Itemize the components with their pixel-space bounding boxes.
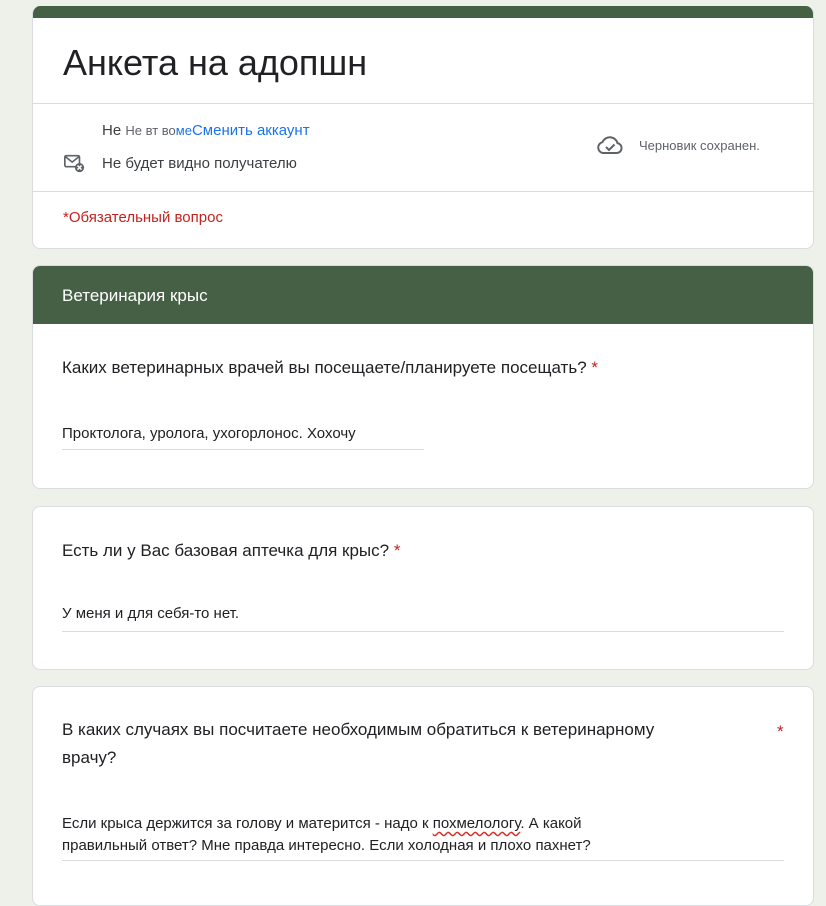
answer-line-1 xyxy=(62,813,591,835)
form-header-card xyxy=(32,6,814,249)
answer-text: . А какой xyxy=(520,815,582,832)
question-3-card xyxy=(32,686,814,906)
header-accent-bar xyxy=(33,6,813,18)
answer-line-2: правильный ответ? Мне правда интересно. Если холодная и плохо пахнет? xyxy=(62,837,591,854)
answer-text: Если крыса держится за голову и матерится - надо к xyxy=(62,815,433,832)
question-label: Каких ветеринарных врачей вы посещаете/планируете посещать? xyxy=(62,358,587,377)
question-label-line-2: врачу? xyxy=(62,748,117,767)
section-header-bar xyxy=(33,266,813,324)
required-asterisk: * xyxy=(393,541,401,560)
question-label-line-1: В каких случаях вы посчитаете необходимым обратиться к ветеринарному xyxy=(62,720,655,739)
required-asterisk: * xyxy=(591,358,599,377)
required-note: *Обязательный вопрос xyxy=(63,209,223,226)
account-faded-text: Не вт во xyxy=(125,123,176,138)
divider xyxy=(33,103,813,104)
question-label: Есть ли у Вас базовая аптечка для крыс? xyxy=(62,541,390,560)
question-1-answer[interactable]: Проктолога, уролога, ухогорлонос. Хохочу xyxy=(62,425,356,442)
account-prefix: Не xyxy=(102,122,122,139)
account-line xyxy=(102,122,310,139)
cloud-check-icon xyxy=(596,134,624,156)
answer-underline xyxy=(62,631,784,632)
account-tail: ме xyxy=(175,123,192,138)
question-1-text xyxy=(62,354,598,382)
switch-account-link[interactable]: Сменить аккаунт xyxy=(191,122,310,139)
question-2-answer[interactable]: У меня и для себя-то нет. xyxy=(62,605,240,622)
section-card xyxy=(32,265,814,489)
answer-underline xyxy=(62,449,424,450)
answer-underline xyxy=(62,860,784,861)
question-2-text xyxy=(62,537,400,565)
question-3-answer[interactable] xyxy=(62,813,591,857)
section-title: Ветеринария крыс xyxy=(62,286,208,305)
draft-status: Черновик сохранен. xyxy=(639,138,760,153)
required-asterisk: * xyxy=(777,722,784,741)
mail-hidden-icon xyxy=(63,152,85,174)
form-title: Анкета на адопшн xyxy=(63,42,368,83)
privacy-note: Не будет видно получателю xyxy=(102,155,297,172)
misspelled-word: похмелологу xyxy=(432,815,521,832)
question-3-text xyxy=(62,716,654,772)
divider xyxy=(33,191,813,192)
question-2-card xyxy=(32,506,814,670)
